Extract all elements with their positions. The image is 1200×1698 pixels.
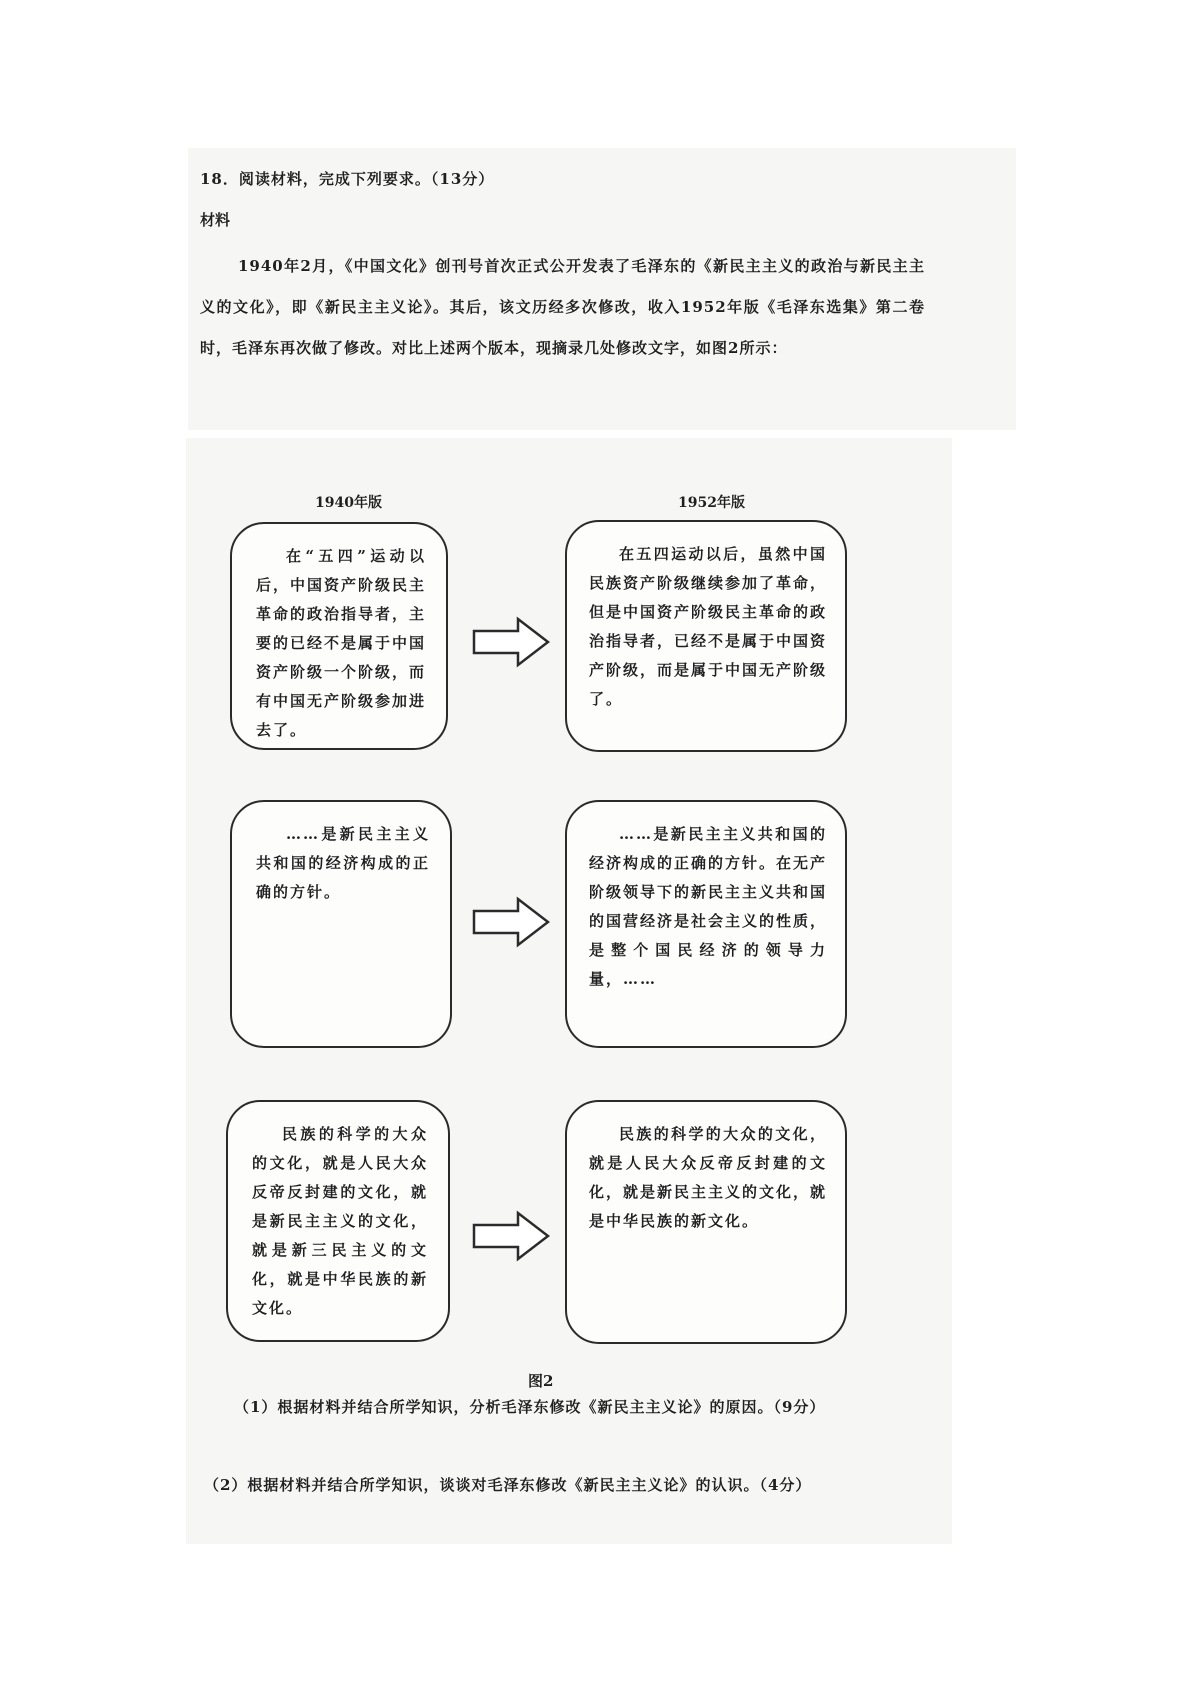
header-1952-edition: 1952年版 — [678, 495, 745, 511]
box-1940-row3-text: 民族的科学的大众的文化，就是人民大众反帝反封建的文化，就是新民主主义的文化，就是新三民主义的文化，就是中华民族的新文化。 — [252, 1125, 428, 1317]
box-1952-row2-text: ……是新民主主义共和国的经济构成的正确的方针。在无产阶级领导下的新民主主义共和国的国营经济是社会主义的性质，是整个国民经济的领导力量，…… — [589, 825, 828, 988]
box-1952-row1-text: 在五四运动以后，虽然中国民族资产阶级继续参加了革命，但是中国资产阶级民主革命的政治指导者，已经不是属于中国资产阶级，而是属于中国无产阶级了。 — [589, 545, 828, 708]
sub-question-1: （1）根据材料并结合所学知识，分析毛泽东修改《新民主主义论》的原因。（9分） — [234, 1398, 826, 1416]
box-1952-row1 — [565, 520, 847, 752]
box-1952-row3-text: 民族的科学的大众的文化，就是人民大众反帝反封建的文化，就是新民主主义的文化，就是中华民族的新文化。 — [589, 1125, 828, 1230]
box-1952-row3 — [565, 1100, 847, 1344]
material-label: 材料 — [200, 211, 231, 229]
material-paragraph: 1940年2月，《中国文化》创刊号首次正式公开发表了毛泽东的《新民主主义的政治与新民主主义的文化》，即《新民主主义论》。其后，该文历经多次修改，收入1952年版《毛泽东选集》第二卷时，毛泽东再次做了修改。对比上述两个版本，现摘录几处修改文字，如图2所示： — [200, 257, 925, 357]
box-1952-row2 — [565, 800, 847, 1048]
box-1940-row1 — [230, 522, 448, 750]
header-1940-edition: 1940年版 — [315, 495, 382, 511]
arrow-right-icon — [472, 616, 550, 668]
sub-question-2: （2）根据材料并结合所学知识，谈谈对毛泽东修改《新民主主义论》的认识。（4分） — [204, 1476, 812, 1494]
box-1940-row1-text: 在“五四”运动以后，中国资产阶级民主革命的政治指导者，主要的已经不是属于中国资产阶级一个阶级，而有中国无产阶级参加进去了。 — [256, 547, 427, 739]
box-1940-row2 — [230, 800, 452, 1048]
arrow-right-icon — [472, 1210, 550, 1262]
arrow-right-icon — [472, 896, 550, 948]
figure-caption: 图2 — [528, 1372, 554, 1390]
box-1940-row3 — [226, 1100, 450, 1342]
question-title: 18．阅读材料，完成下列要求。（13分） — [200, 170, 495, 188]
box-1940-row2-text: ……是新民主主义共和国的经济构成的正确的方针。 — [256, 825, 430, 901]
